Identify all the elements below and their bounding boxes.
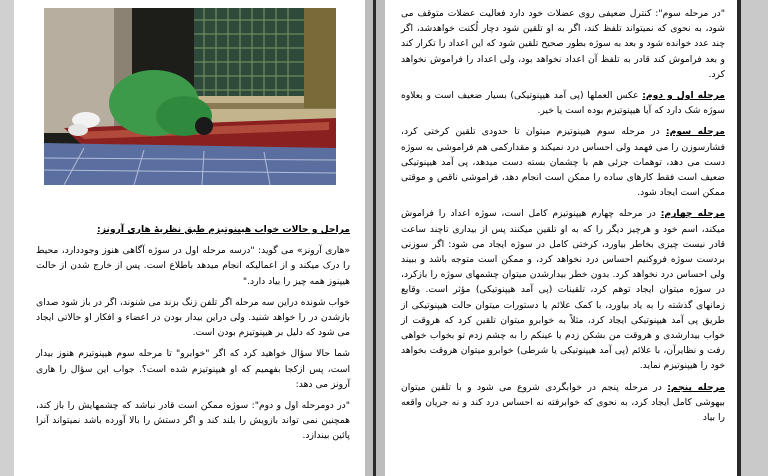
paragraph: خواب شونده دراین سه مرحله اگر تلفن زنگ بزند می شنوند، اگر در باز شود صدای بازشدن در را خواهد شنید. ولی دراین بیدار بودن در اعضاء و افکار او حالاتی ایجاد می شود که دلیل بر هیپنوتیزم بودن است. xyxy=(36,296,350,339)
right-margin xyxy=(737,0,768,476)
paragraph xyxy=(401,380,725,426)
paragraph-text: "در مرحله سوم": کنترل ضعیفی روی عضلات خود دارد فعالیت عضلات متوقف می شود، به نحوی که نمیتواند تلفظ کند، اگر به او تلقین شود دچار لُکنت خواهدشد، اگر چند عدد خوانده شود و بعد به سوژه بطور صحیح تلقین شود که این اعداد را تکرار کند و بعد فراموش کند قادر به تلفظ آن اعداد نخواهد بود، ولی اعداد را فراموش نخواهد کرد. xyxy=(401,8,725,80)
section-heading: مراحل و حالات خواب هیپنوتیزم طبق نظریهٔ هاری آرونز: xyxy=(97,224,350,235)
paragraph: شما حالا سؤال خواهید کرد که اگر "خوابرو" تا مرحله سوم هیپنوتیزم هنوز بیدار است، پس ازکجا بفهمیم که او هیپنوتیزم شده است؟. جواب این سؤال را هاری آرونز می دهد: xyxy=(36,348,350,390)
paragraph: "در دومرحله اول و دوم": سوژه ممکن است قادر نباشد که چشمهایش را باز کند، همچنین نمی تواند بازویش را بلند کند و اگر دستش را بالا آورده باشد نمیتواند آنرا پائین بیندازد. xyxy=(36,400,350,442)
paragraph xyxy=(401,124,725,200)
paragraph-text: در مرحله سوم هیپنوتیزم میتوان تا حدودی تلقین کرختی کرد، فشارسوزن را می فهمد ولی احساس درد نمیکند و مقدارکمی هم فراموشی به سوژه دست می دهد، توهمات جزئی هم با چشمان بسته دست میدهد، پی آمد هیپنوتیکی ضعیف است فقط کارهای ساده را ممکن است انجام دهد، فراموشی ناقص و موقتی ممکن است ایجاد شود. xyxy=(401,126,725,199)
paragraph-text: عکس العملها (پی آمد هیپنوتیکی) بسیار ضعیف است و بعلاوه سوژه شک دارد که آیا هیپنوتیزم بوده است یا خیر. xyxy=(401,90,725,117)
paragraph-text: در مرحله چهارم هیپنوتیزم کامل است، سوژه اعداد را فراموش میکند، اسم خود و هرچیز دیگر را که به او تلقین میکنند پس از بیداری تاچند ساعت قادر نیست چیزی بخاطر بیاورد، کرختی کامل در سوژه ایجاد می شود: اگر سوزنی بردست سوژه فروکنیم احساس درد نخواهد کرد، و ممکن است متوجه باشد و ببیند ولی احساس درد نخواهد کرد. بدون خطر بیدارشدن میتوان چشمهای سوژه را بازکرد، در سوژه میتوان ایجاد توهم کرد، تلقینات (پی آمد هیپنوتیکی) مؤثر است. وقایع زمانهای گذشته را به یاد بیاورد، با کمک علائم یا دستورات میتوان حالت هیپنوتیکی از طریق پی آمد هیپنوتیکی ایجاد کرد، مثلاً به خوابرو میتوان تلقین کرد که هروقت از خواب بیدارشدی و هروقت من بشکن زدم یا عینکم را به چشم زدم تو بخواب خواهی رفت و نظایرآن، با علائم (پی آمد هیپنوتیکی یا شرطی) خوابرو میتوان هروقت بخواهد خود را هیپنوتیزم نماید. xyxy=(401,208,725,372)
page-divider xyxy=(365,0,385,476)
paragraph xyxy=(401,88,725,118)
paragraph-heading: مرحله چهارم: xyxy=(660,208,725,220)
left-page xyxy=(14,0,365,476)
paragraph-text: در مرحله پنجم در خوابگردی شروع می شود و با تلقین میتوان بیهوشی کامل ایجاد کرد، به نحوی که خوابرفته نه احساس درد کند و نه جریان واقعه را بیاد xyxy=(401,381,725,424)
paragraph-heading: مرحله پنجم: xyxy=(667,381,725,393)
paragraph-heading: مرحله اول و دوم: xyxy=(642,90,725,102)
paragraph: «هاری آرونز» می گوید: "درسه مرحله اول در سوژه آگاهی هنوز وجوددارد، محیط را درک میکند و از اعمالیکه انجام میدهد باطلاع است. پس از خارج شدن از حالت هیپنوز همه چیز را بیاد دارد." xyxy=(36,245,350,287)
right-text-block xyxy=(401,6,725,431)
paragraph-heading: مرحله سوم: xyxy=(665,126,725,138)
right-page xyxy=(385,0,737,476)
praying-man-photo xyxy=(44,8,336,185)
paragraph xyxy=(401,6,725,82)
paragraph xyxy=(401,206,725,373)
left-text-block xyxy=(36,222,350,450)
left-margin xyxy=(0,0,14,476)
